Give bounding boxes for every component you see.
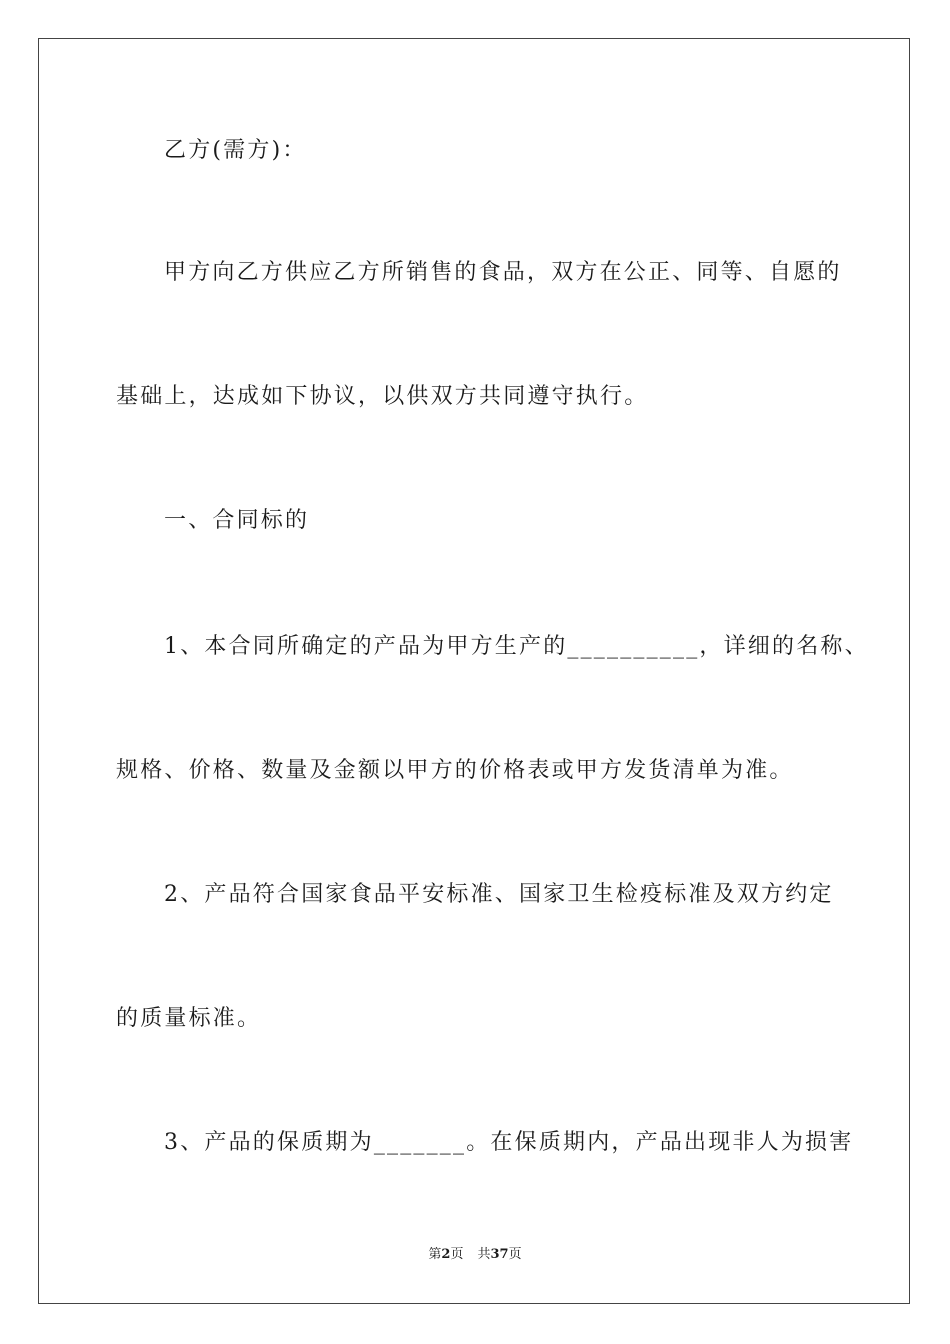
page-footer bbox=[0, 1246, 950, 1264]
clause-3-text-after: 。在保质期内，产品出现非人为损害 bbox=[466, 1130, 854, 1155]
page-border bbox=[38, 38, 910, 1304]
total-prefix: 共 bbox=[477, 1247, 491, 1262]
clause-1-text-after: ，详细的名称、 bbox=[699, 634, 869, 659]
clause-3-blank: _______ bbox=[373, 1130, 467, 1155]
page-number: 2 bbox=[441, 1247, 451, 1262]
page-prefix: 第 bbox=[428, 1247, 442, 1262]
intro-line-1: 甲方向乙方供应乙方所销售的食品，双方在公正、同等、自愿的 bbox=[164, 260, 842, 285]
intro-line-2: 基础上，达成如下协议，以供双方共同遵守执行。 bbox=[116, 384, 649, 409]
clause-1-line-1 bbox=[164, 632, 869, 662]
party-b-line: 乙方(需方)： bbox=[164, 138, 307, 163]
total-pages: 37 bbox=[490, 1247, 509, 1262]
clause-1-blank: __________ bbox=[567, 634, 700, 659]
total-suffix: 页 bbox=[508, 1247, 522, 1262]
clause-1-line-2: 规格、价格、数量及金额以甲方的价格表或甲方发货清单为准。 bbox=[116, 758, 794, 783]
section-heading-1: 一、合同标的 bbox=[164, 508, 310, 533]
clause-3-line-1 bbox=[164, 1128, 853, 1158]
clause-2-line-1: 2、产品符合国家食品平安标准、国家卫生检疫标准及双方约定 bbox=[164, 882, 834, 907]
page-suffix: 页 bbox=[450, 1247, 464, 1262]
clause-1-text-before: 1、本合同所确定的产品为甲方生产的 bbox=[164, 634, 568, 659]
clause-3-text-before: 3、产品的保质期为 bbox=[164, 1130, 374, 1155]
clause-2-line-2: 的质量标准。 bbox=[116, 1006, 262, 1031]
